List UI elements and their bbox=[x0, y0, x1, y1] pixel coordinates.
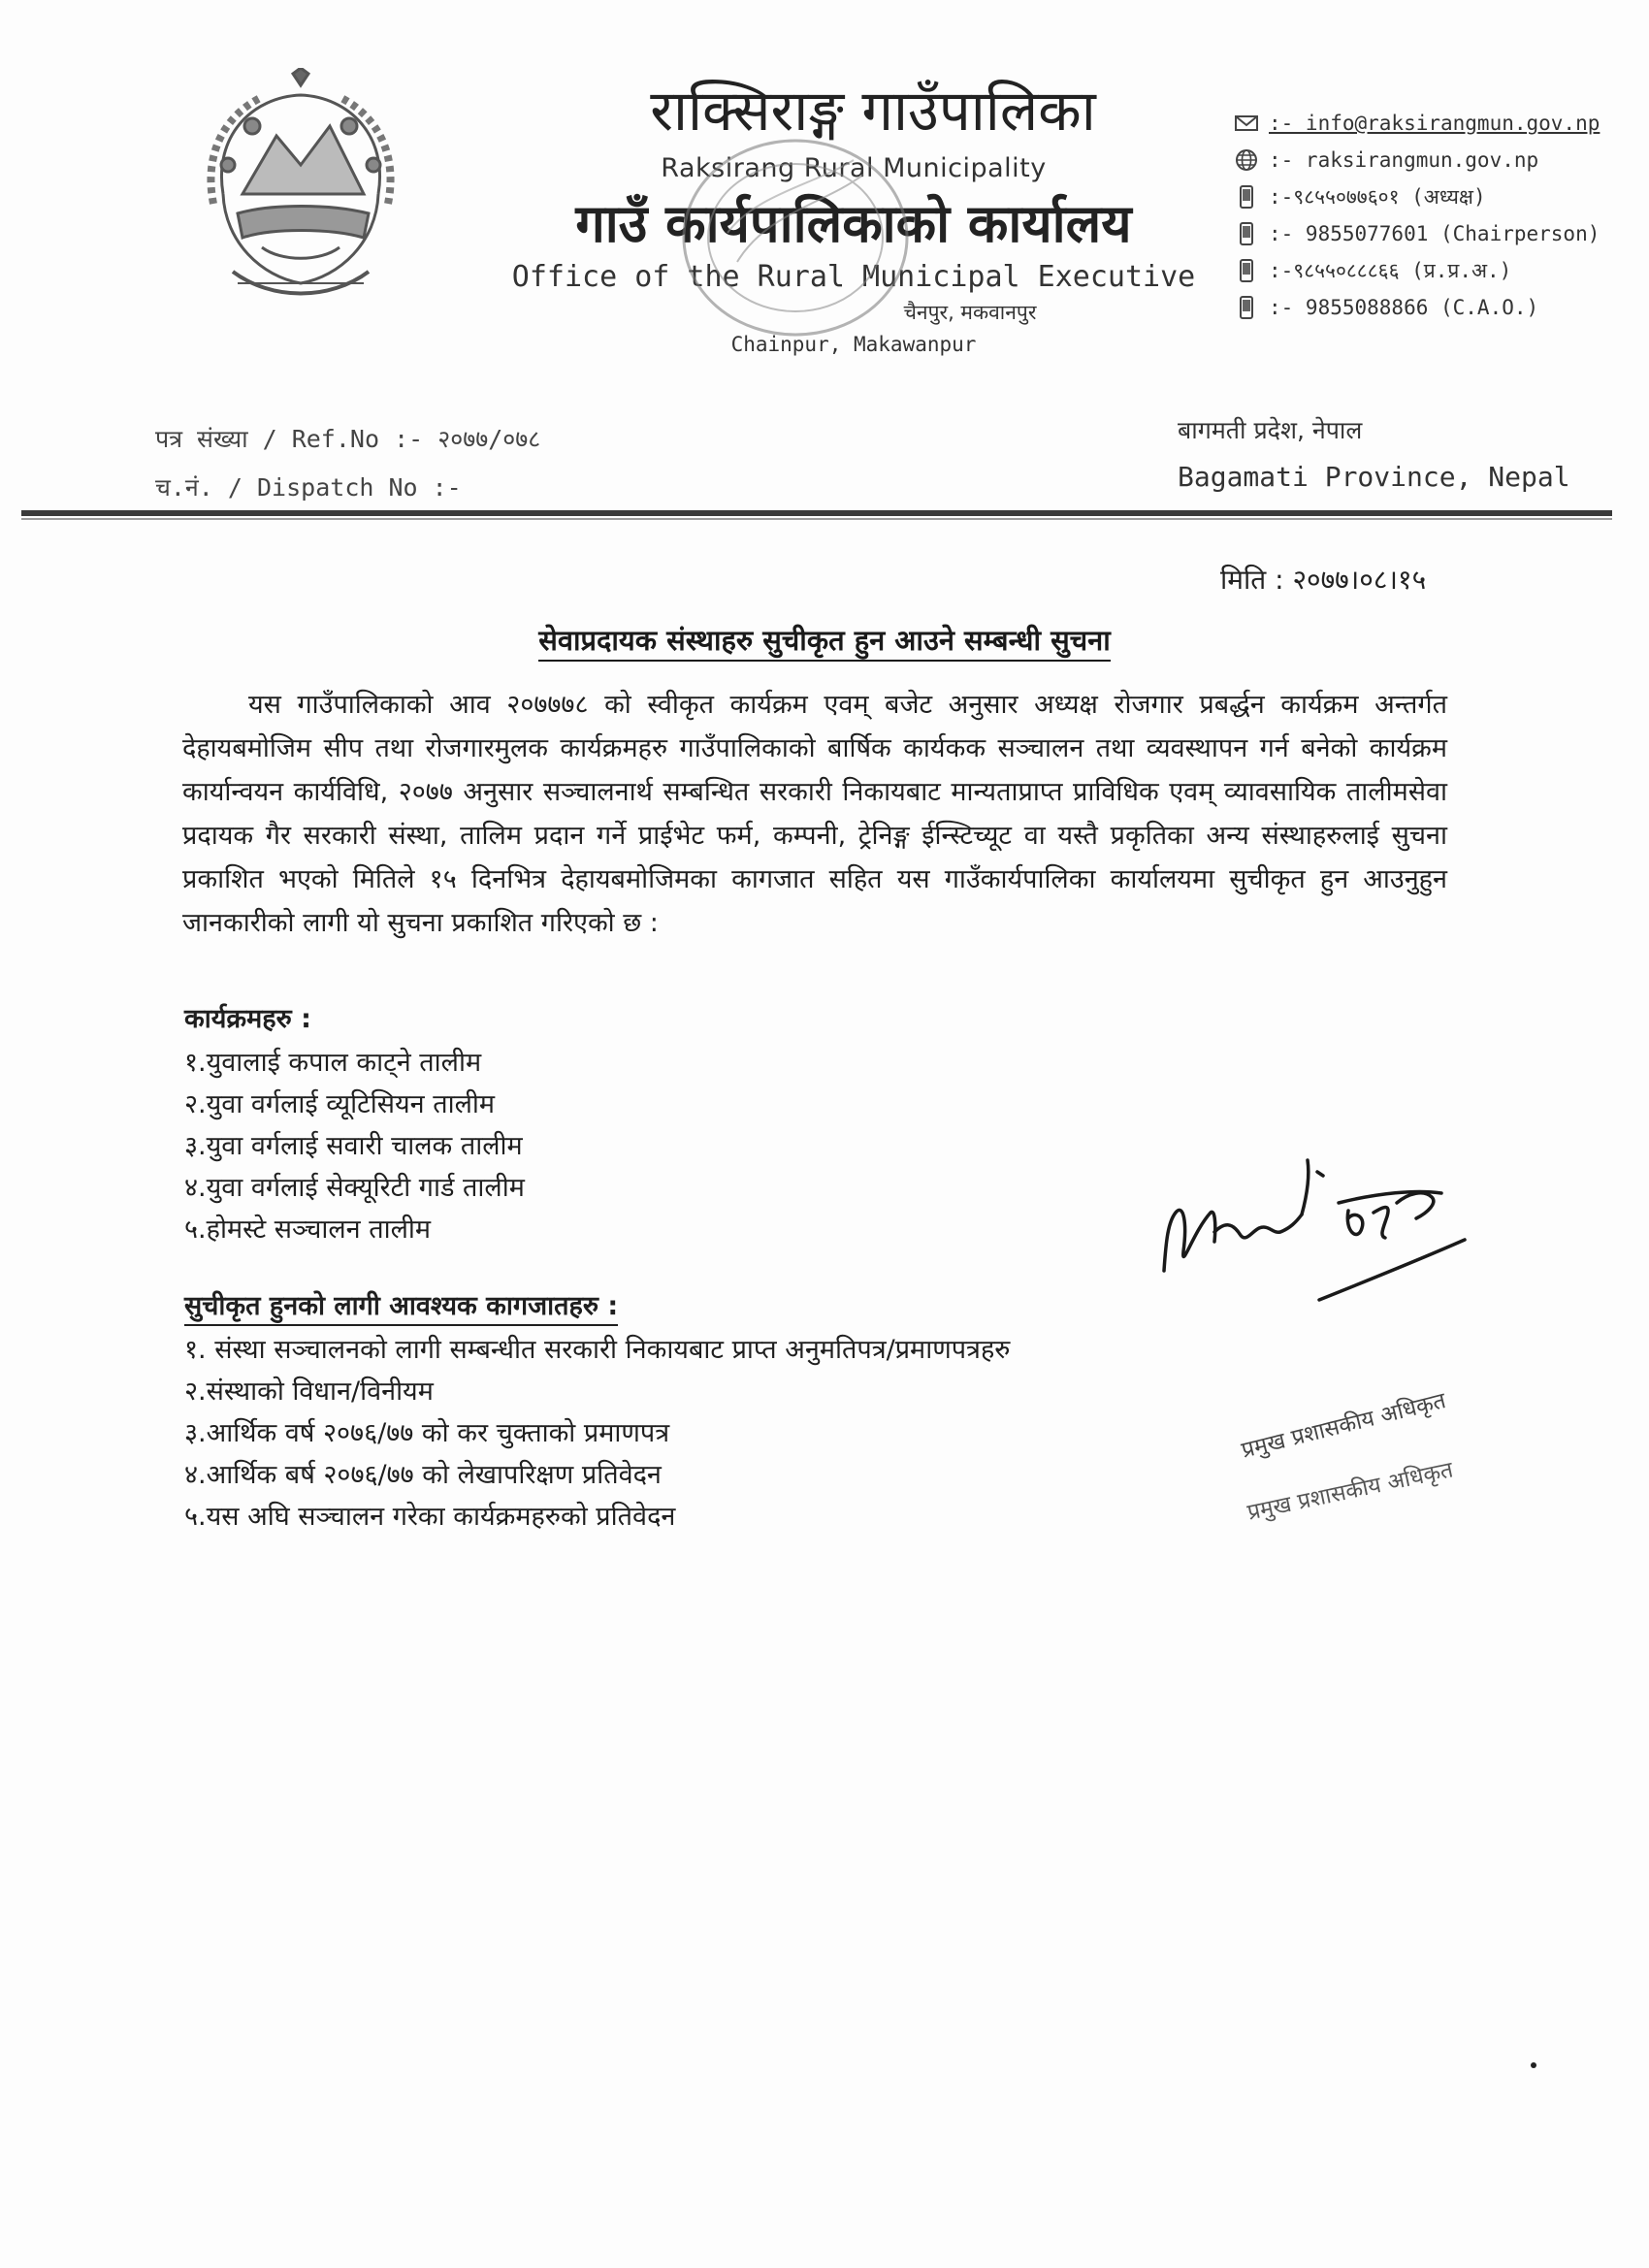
contact-phone-cao-np bbox=[1234, 254, 1632, 287]
programs-heading-text: कार्यक्रमहरु : bbox=[184, 1004, 311, 1034]
contact-email[interactable] bbox=[1234, 107, 1632, 140]
list-item: ५.होमस्टे सञ्चालन तालीम bbox=[184, 1215, 432, 1245]
designation-stamp-line-1: प्रमुख प्रशासकीय अधिकृत bbox=[1239, 1388, 1449, 1464]
address-nepali: चैनपुर, मकवानपुर bbox=[903, 301, 1037, 324]
office-stamp bbox=[669, 116, 922, 359]
list-item: ४.युवा वर्गलाई सेक्यूरिटी गार्ड तालीम bbox=[184, 1173, 525, 1203]
body-paragraph: यस गाउँपालिकाको आव २०७७७८ को स्वीकृत कार्यक्रम एवम् बजेट अनुसार अध्यक्ष रोजगार प्रबर्द्धन कार्यक्रम अन्तर्गत देहायबमोजिम सीप तथा रोजगारमुलक कार्यक्रमहरु गाउँपालिकाको बार्षिक कार्यकक सञ्चालन तथा व्यवस्थापन गर्न बनेको कार्यक्रम कार्यान्वयन कार्यविधि, २०७७ अनुसार सञ्चालनार्थ सम्बन्धित सरकारी निकायबाट मान्यताप्राप्त प्राविधिक एवम् व्यावसायिक तालीमसेवा प्रदायक गैर सरकारी संस्था, तालिम प्रदान गर्ने प्राईभेट फर्म, कम्पनी, ट्रेनिङ्ग ईन्स्टिच्यूट वा यस्तै प्रकृतिका अन्य संस्थाहरुलाई सुचना प्रकाशित भएको मितिले १५ दिनभित्र देहायबमोजिमका कागजात सहित यस गाउँकार्यपालिका कार्यालयमा सुचीकृत हुन आउनुहुन जानकारीको लागी यो सुचना प्रकाशित गरिएको छ : bbox=[182, 690, 1447, 938]
phone-icon bbox=[1234, 258, 1259, 283]
contact-phone-value: :-९८५५०७७६०१ (अध्यक्ष) bbox=[1269, 185, 1486, 209]
contact-email-value: :- info@raksirangmun.gov.np bbox=[1269, 112, 1600, 135]
list-item: १.युवालाई कपाल काट्ने तालीम bbox=[184, 1048, 482, 1078]
letter-date: मिति : २०७७।०८।१५ bbox=[1220, 564, 1427, 596]
reference-number: पत्र संख्या / Ref.No :- २०७७/०७८ bbox=[155, 425, 541, 453]
municipality-name-english: Raksirang Rural Municipality bbox=[661, 153, 1047, 183]
designation-stamp bbox=[1239, 1387, 1533, 1552]
province-english: Bagamati Province, Nepal bbox=[1178, 461, 1570, 493]
programs-heading bbox=[184, 999, 311, 1035]
contact-phone-value: :-९८५५०८८८६६ (प्र.प्र.अ.) bbox=[1269, 259, 1512, 282]
phone-icon bbox=[1234, 184, 1259, 210]
documents-list bbox=[184, 1329, 1010, 1538]
contact-phone-value: :- 9855077601 (Chairperson) bbox=[1269, 222, 1600, 245]
province-nepali: बागमती प्रदेश, नेपाल bbox=[1178, 416, 1363, 444]
list-item: ३.युवा वर्गलाई सवारी चालक तालीम bbox=[184, 1131, 523, 1161]
list-item: ५.यस अघि सञ्चालन गरेका कार्यक्रमहरुको प्रतिवेदन bbox=[184, 1502, 676, 1532]
designation-stamp-line-2: प्रमुख प्रशासकीय अधिकृत bbox=[1245, 1457, 1456, 1526]
contact-phone-chair-np bbox=[1234, 180, 1632, 213]
reference-block bbox=[155, 415, 540, 512]
contact-phone-chair-en bbox=[1234, 217, 1632, 250]
scan-speck bbox=[1531, 2062, 1536, 2068]
nepal-emblem-icon bbox=[184, 68, 417, 320]
list-item: २.युवा वर्गलाई व्यूटिसियन तालीम bbox=[184, 1089, 496, 1119]
contact-list bbox=[1234, 107, 1632, 328]
office-name-english: Office of the Rural Municipal Executive bbox=[511, 260, 1196, 294]
letter-subject bbox=[0, 621, 1649, 659]
globe-icon bbox=[1234, 147, 1259, 173]
list-item: २.संस्थाको विधान/विनीयम bbox=[184, 1377, 434, 1407]
documents-heading-text: सुचीकृत हुनको लागी आवश्यक कागजातहरु : bbox=[184, 1291, 618, 1326]
office-name-nepali: गाउँ कार्यपालिकाको कार्यालय bbox=[575, 193, 1132, 254]
header-divider-thin bbox=[21, 518, 1612, 520]
address-english: Chainpur, Makawanpur bbox=[730, 333, 977, 356]
dispatch-number: च.नं. / Dispatch No :- bbox=[155, 473, 462, 502]
contact-website-value: :- raksirangmun.gov.np bbox=[1269, 148, 1539, 172]
header-divider bbox=[21, 510, 1612, 516]
municipality-name-nepali: राक्सिराङ्ग गाउँपालिका bbox=[650, 78, 1096, 144]
list-item: ४.आर्थिक बर्ष २०७६/७७ को लेखापरिक्षण प्रतिवेदन bbox=[184, 1460, 662, 1490]
phone-icon bbox=[1234, 295, 1259, 320]
contact-phone-value: :- 9855088866 (C.A.O.) bbox=[1269, 296, 1539, 319]
list-item: १. संस्था सञ्चालनको लागी सम्बन्धीत सरकारी निकायबाट प्राप्त अनुमतिपत्र/प्रमाणपत्रहरु bbox=[184, 1335, 1011, 1365]
programs-list bbox=[184, 1042, 525, 1250]
email-icon bbox=[1234, 111, 1259, 136]
contact-website[interactable] bbox=[1234, 144, 1632, 177]
phone-icon bbox=[1234, 221, 1259, 246]
list-item: ३.आर्थिक वर्ष २०७६/७७ को कर चुक्ताको प्रमाणपत्र bbox=[184, 1418, 670, 1448]
province-block bbox=[1178, 409, 1604, 499]
documents-heading bbox=[184, 1286, 618, 1322]
contact-phone-cao-en bbox=[1234, 291, 1632, 324]
subject-text: सेवाप्रदायक संस्थाहरु सुचीकृत हुन आउने सम्बन्धी सुचना bbox=[538, 624, 1110, 662]
handwritten-signature bbox=[1154, 1154, 1504, 1377]
